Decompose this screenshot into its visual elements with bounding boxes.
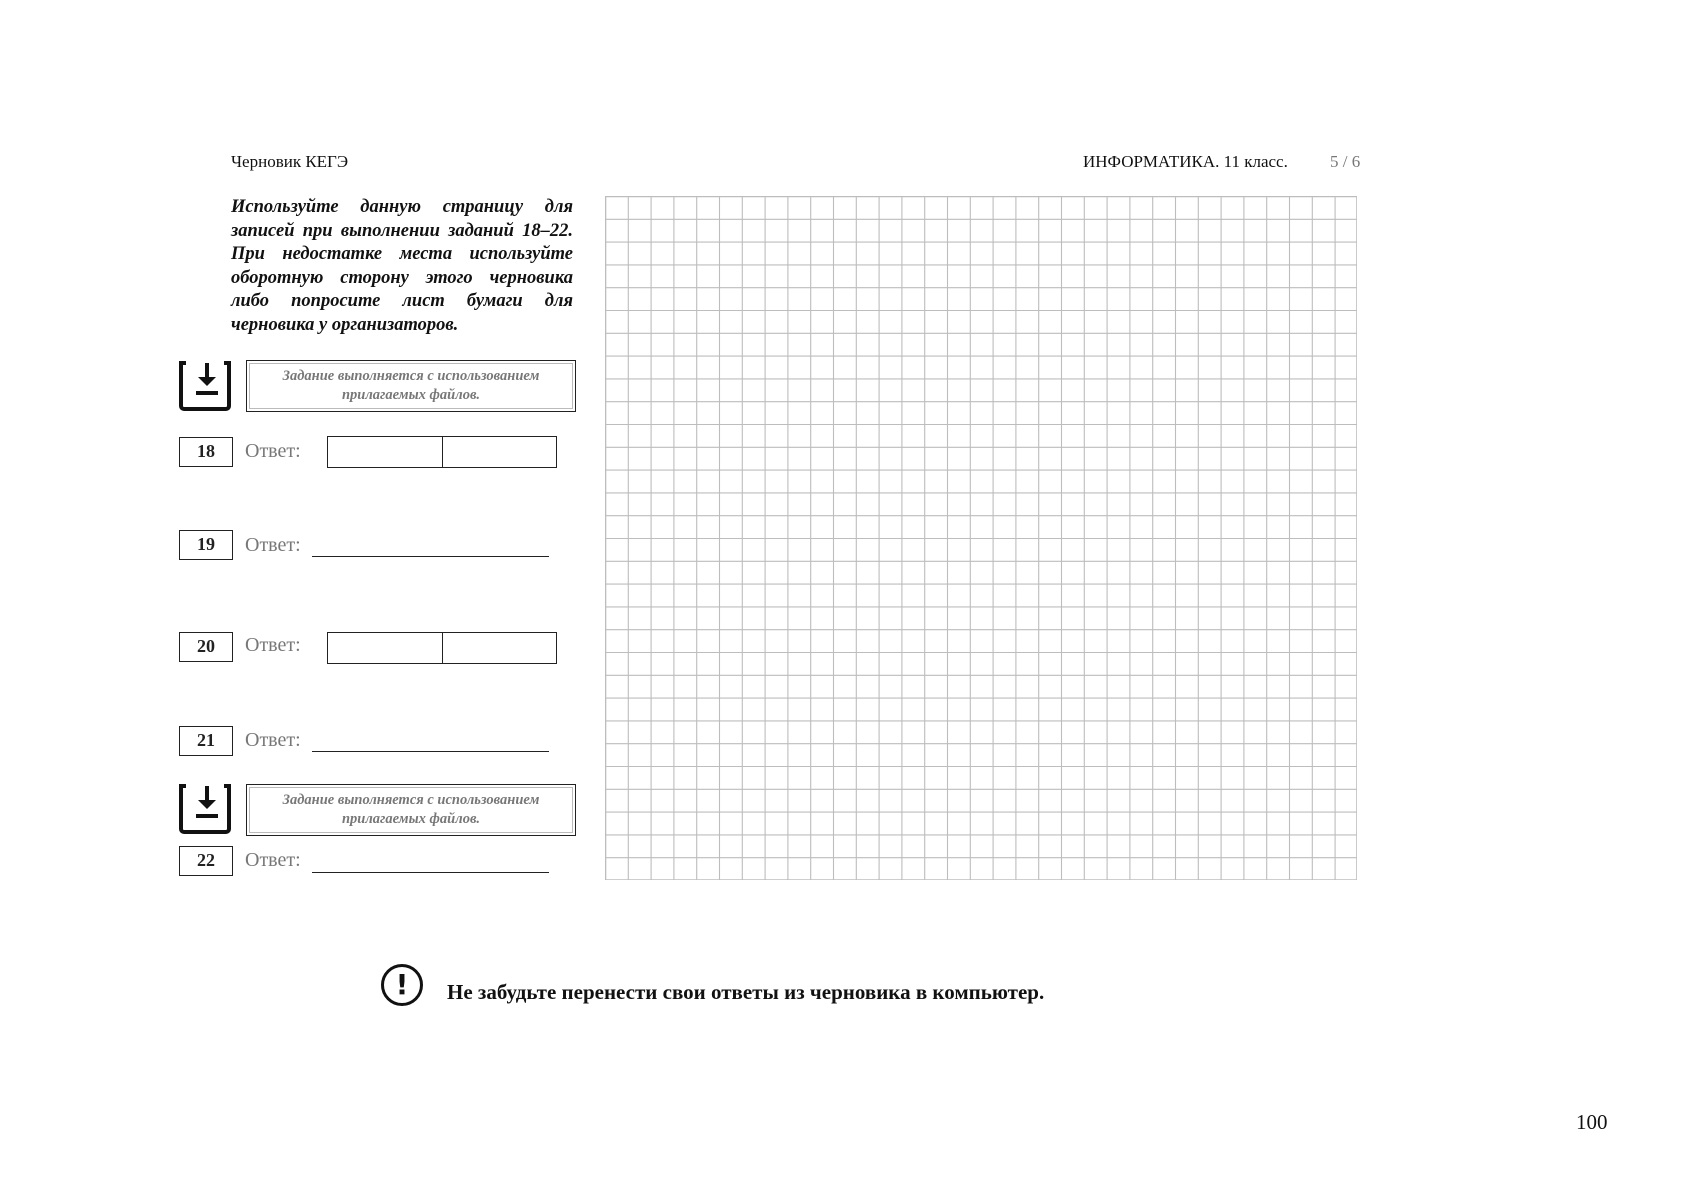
- answer-line-22[interactable]: [312, 872, 549, 873]
- answer-cell-18-1[interactable]: [328, 437, 442, 467]
- header-subject: ИНФОРМАТИКА. 11 класс.: [1083, 152, 1288, 171]
- task-number-18: 18: [179, 437, 233, 467]
- answer-label-21: Ответ:: [245, 729, 301, 751]
- download-file-icon: [179, 361, 231, 411]
- answer-label-19: Ответ:: [245, 534, 301, 556]
- answer-box-20[interactable]: [327, 632, 557, 664]
- answer-cell-20-1[interactable]: [328, 633, 442, 663]
- scratch-grid[interactable]: [605, 196, 1357, 880]
- download-file-icon: [179, 784, 231, 834]
- page-number: 100: [1576, 1110, 1608, 1134]
- attached-files-note: [246, 784, 576, 836]
- instruction-text: Используйте данную страницу для записей при выполнении заданий 18–22. При недостатке места используйте оборотную сторону этого черновика либо попросите лист бумаги для черновика у организаторов.: [231, 197, 573, 335]
- attached-files-note-line1: Задание выполняется с использованием: [282, 792, 540, 808]
- task-number-20: 20: [179, 632, 233, 662]
- answer-cell-20-2[interactable]: [442, 633, 557, 663]
- header-page-indicator: 5 / 6: [1330, 152, 1361, 171]
- answer-box-18[interactable]: [327, 436, 557, 468]
- exclamation-circle-icon: !: [381, 964, 423, 1006]
- reminder-text: Не забудьте перенести свои ответы из черновика в компьютер.: [447, 980, 1045, 1004]
- attached-files-note-line2: прилагаемых файлов.: [341, 811, 481, 827]
- header-left-title: Черновик КЕГЭ: [231, 152, 349, 171]
- attached-files-note: [246, 360, 576, 412]
- task-number-19: 19: [179, 530, 233, 560]
- answer-label-22: Ответ:: [245, 849, 301, 871]
- attached-files-note-line1: Задание выполняется с использованием: [282, 368, 540, 384]
- answer-line-19[interactable]: [312, 556, 549, 557]
- answer-label-18: Ответ:: [245, 440, 301, 462]
- attached-files-note-line2: прилагаемых файлов.: [341, 387, 481, 403]
- answer-line-21[interactable]: [312, 751, 549, 752]
- task-number-22: 22: [179, 846, 233, 876]
- answer-cell-18-2[interactable]: [442, 437, 557, 467]
- answer-label-20: Ответ:: [245, 634, 301, 656]
- task-number-21: 21: [179, 726, 233, 756]
